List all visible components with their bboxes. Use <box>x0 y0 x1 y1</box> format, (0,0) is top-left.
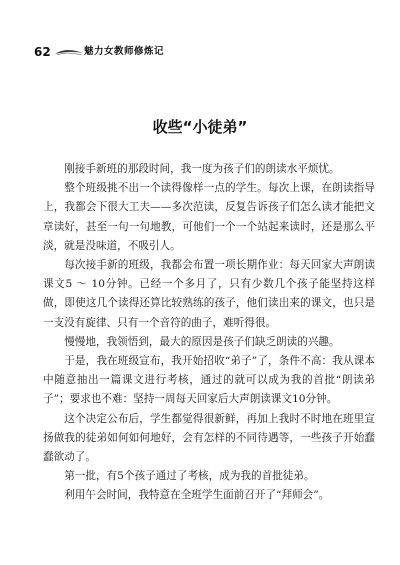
paragraph: 第一批，有5个孩子通过了考核，成为我的首批徒弟。 <box>64 470 315 483</box>
page-header <box>34 44 374 64</box>
paragraph: 刚接手新班的那段时间，我一度为孩子们的朗读水平烦忧。 <box>64 163 340 175</box>
page-number: 62 <box>34 45 51 59</box>
paragraph: 每次接手新的班级，我都会布置一项长期作业：每天回家大声朗读课文5 ～ 10分钟。已经一个多月了，只有少数几个孩子能坚持这样做，即使这几个读得还算比较熟练的孩子，他们读出来的课文，也只是一支没有旋律、只有一个音符的曲子，难听得很。 <box>43 259 375 329</box>
paragraph: 慢慢地，我领悟到，最大的原因是孩子们缺乏朗读的兴趣。 <box>64 335 340 348</box>
book-title: 魅力女教师修炼记 <box>84 46 165 57</box>
paragraph: 这个决定公布后，学生都觉得很新鲜，再加上我时不时地在班里宣扬做我的徒弟如何如何地好，会有怎样的不同待遇等，一些孩子开始蠢蠢欲动了。 <box>43 412 375 464</box>
header-ornament-icon <box>54 48 84 58</box>
paragraph: 于是，我在班级宣布，我开始招收“弟子”了，条件不高：我从课本中随意抽出一篇课文进行考核，通过的就可以成为我的首批“朗读弟子”；要求也不难：坚持一周每天回家后大声朗读课文10分钟。 <box>43 355 375 406</box>
body-text <box>43 160 375 506</box>
paragraph: 整个班级挑不出一个读得像样一点的学生。每次上课，在朗读指导上，我都会下很大工夫——多次范读，反复告诉孩子们怎么读才能把文章读好，甚至一句一句地教，可他们一个一个站起来读时，还是那么平淡，就是没味道，不吸引人。 <box>43 182 375 252</box>
chapter-title: 收些“小徒弟” <box>152 118 248 136</box>
paragraph: 利用午会时间，我特意在全班学生面前召开了“拜师会”。 <box>64 489 330 502</box>
